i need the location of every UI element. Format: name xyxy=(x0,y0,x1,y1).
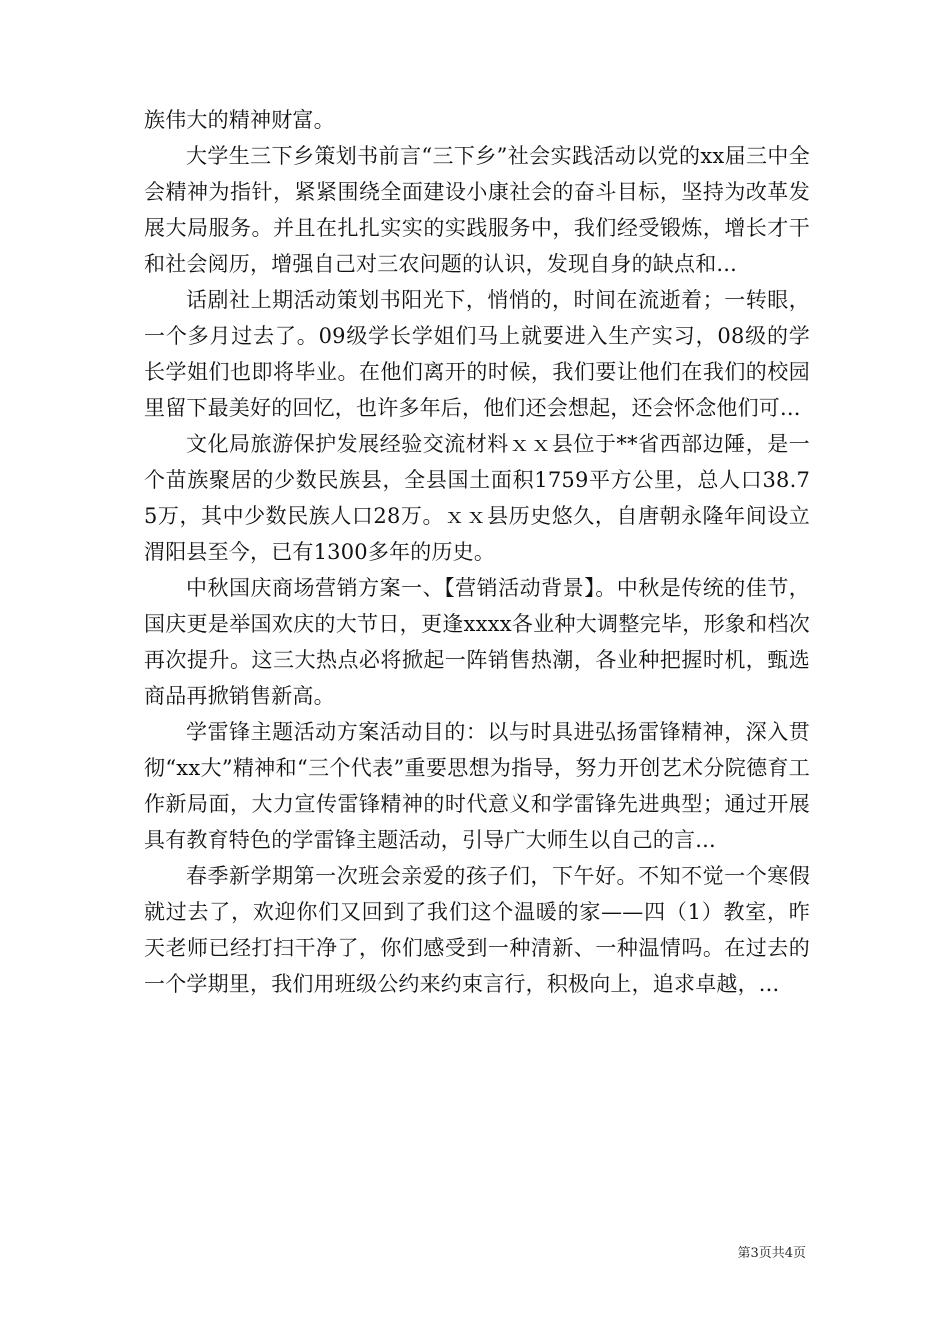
paragraph-lei-feng: 学雷锋主题活动方案活动目的：以与时具进弘扬雷锋精神，深入贯彻“xx大”精神和“三个代表”重要思想为指导，努力开创艺术分院德育工作新局面，大力宣传雷锋精神的时代意义和学雷锋先进典型；通过开展具有教育特色的学雷锋主题活动，引导广大师生以自己的言... xyxy=(144,720,810,852)
paragraph-culture-bureau: 文化局旅游保护发展经验交流材料ｘｘ县位于**省西部边陲，是一个苗族聚居的少数民族县，全县国土面积1759平方公里，总人口38.75万，其中少数民族人口28万。ｘｘ县历史悠久，自唐朝永隆年间设立渭阳县至今，已有1300多年的历史。 xyxy=(144,432,810,564)
paragraph-mid-autumn: 中秋国庆商场营销方案一、【营销活动背景】。中秋是传统的佳节，国庆更是举国欢庆的大节日，更逢xxxx各业种大调整完毕，形象和档次再次提升。这三大热点必将掀起一阵销售热潮，各业种把握时机，甄选商品再掀销售新高。 xyxy=(144,576,810,708)
paragraph-class-meeting: 春季新学期第一次班会亲爱的孩子们，下午好。不知不觉一个寒假就过去了，欢迎你们又回到了我们这个温暖的家——四（1）教室，昨天老师已经打扫干净了，你们感受到一种清新、一种温情吗。在过去的一个学期里，我们用班级公约来约束言行，积极向上，追求卓越，... xyxy=(144,864,810,996)
page-number: 第3页共4页 xyxy=(737,1246,806,1261)
paragraph-drama-club: 话剧社上期活动策划书阳光下，悄悄的，时间在流逝着；一转眼，一个多月过去了。09级学长学姐们马上就要进入生产实习，08级的学长学姐们也即将毕业。在他们离开的时候，我们要让他们在我们的校园里留下最美好的回忆，也许多年后，他们还会想起，还会怀念他们可... xyxy=(144,288,810,420)
paragraph-continuation: 族伟大的精神财富。 xyxy=(144,108,335,132)
document-body xyxy=(144,102,810,1002)
paragraph-sanxiaxiang: 大学生三下乡策划书前言“三下乡”社会实践活动以党的xx届三中全会精神为指针，紧紧围绕全面建设小康社会的奋斗目标，坚持为改革发展大局服务。并且在扎扎实实的实践服务中，我们经受锻炼，增长才干和社会阅历，增强自己对三农问题的认识，发现自身的缺点和... xyxy=(144,144,810,276)
